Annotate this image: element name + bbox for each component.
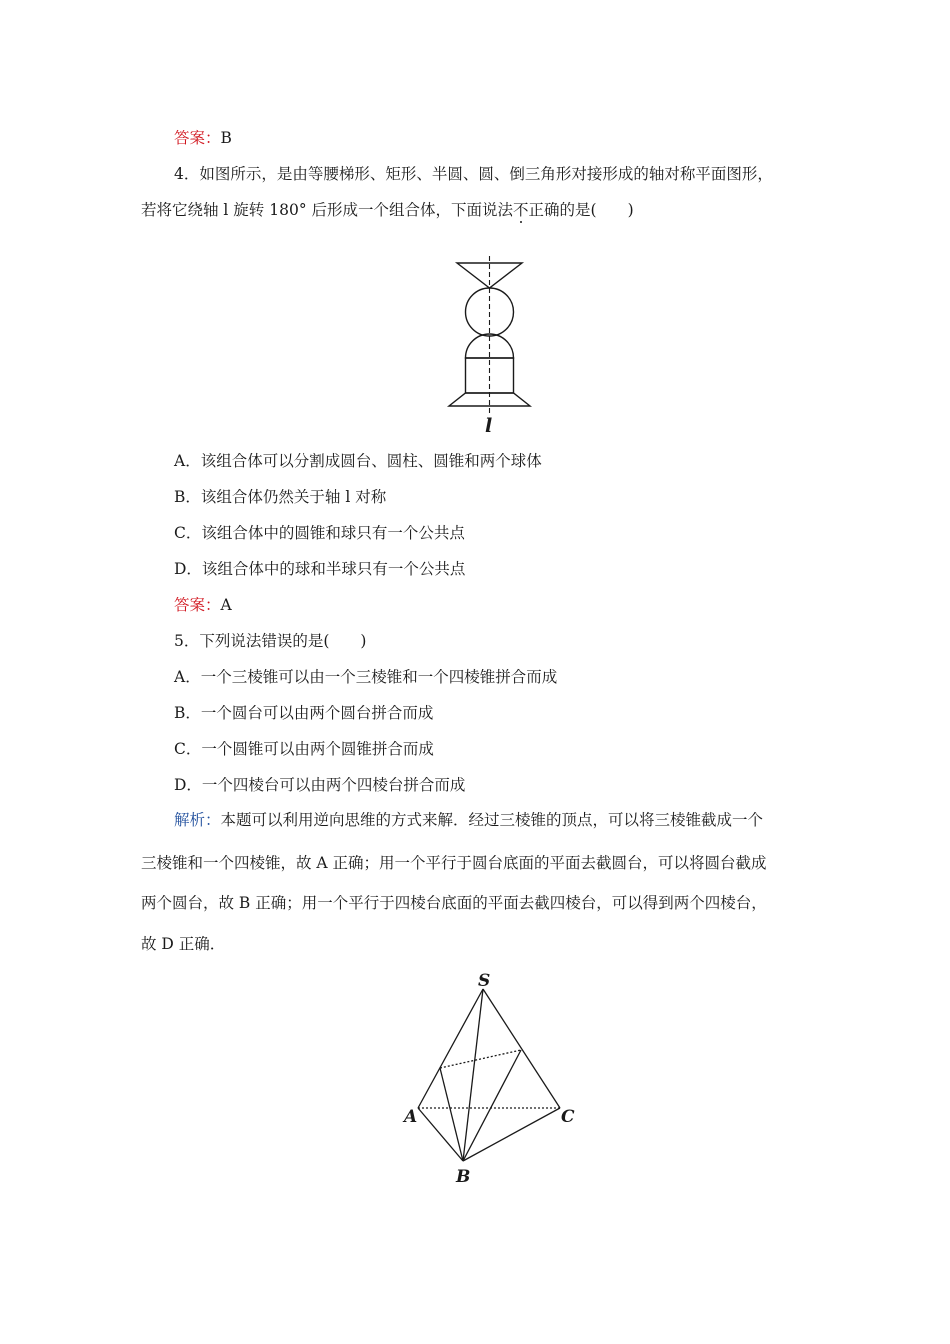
q5-option-d: D．一个四棱台可以由两个四棱台拼合而成 <box>174 776 466 794</box>
answer-line-2 <box>174 595 232 615</box>
answer-label: 答案： <box>174 596 221 614</box>
pyramid-figure <box>395 965 595 1190</box>
answer-value: A <box>220 596 232 614</box>
edge-SA <box>418 989 483 1108</box>
q4-option-b: B．该组合体仍然关于轴 l 对称 <box>174 488 387 506</box>
q4-option-a: A．该组合体可以分割成圆台、圆柱、圆锥和两个球体 <box>174 452 542 470</box>
analysis-line-2: 三棱锥和一个四棱锥，故 A 正确；用一个平行于圆台底面的平面去截圆台，可以将圆台截成 <box>141 854 767 872</box>
q5-stem: 5．下列说法错误的是( ) <box>174 632 367 650</box>
answer-label: 答案： <box>174 129 221 147</box>
q4-stem-line-2 <box>141 200 634 220</box>
vertex-label-C: C <box>561 1107 575 1127</box>
answer-value: B <box>220 129 232 147</box>
vertex-label-A: A <box>404 1107 418 1127</box>
q4-option-d: D．该组合体中的球和半球只有一个公共点 <box>174 560 466 578</box>
edge-SC <box>483 989 560 1108</box>
q4-emphasis-not: 不 <box>513 201 529 219</box>
analysis-line-1 <box>174 810 763 830</box>
q5-option-b: B．一个圆台可以由两个圆台拼合而成 <box>174 704 434 722</box>
q4-option-c: C．该组合体中的圆锥和球只有一个公共点 <box>174 524 465 542</box>
analysis-text: 本题可以利用逆向思维的方式来解．经过三棱锥的顶点，可以将三棱锥截成一个 <box>220 811 764 829</box>
q4-stem-post: 正确的是( ) <box>528 201 634 219</box>
analysis-label: 解析： <box>174 811 221 829</box>
vertex-label-B: B <box>456 1167 471 1187</box>
axis-label: l <box>485 415 493 437</box>
section-line-2 <box>463 1050 521 1161</box>
answer-line-1 <box>174 128 232 148</box>
q4-figure <box>440 254 540 438</box>
q4-stem-pre: 若将它绕轴 l 旋转 180° 后形成一个组合体，下面说法 <box>141 201 514 219</box>
q4-stem-line-1: 4．如图所示，是由等腰梯形、矩形、半圆、圆、倒三角形对接形成的轴对称平面图形， <box>174 165 773 183</box>
section-top-hidden <box>440 1050 521 1068</box>
vertex-label-S: S <box>478 971 491 991</box>
q5-option-c: C．一个圆锥可以由两个圆锥拼合而成 <box>174 740 434 758</box>
analysis-line-3: 两个圆台，故 B 正确；用一个平行于四棱台底面的平面去截四棱台，可以得到两个四棱台， <box>141 894 767 912</box>
analysis-line-4: 故 D 正确． <box>141 935 226 953</box>
edge-SB <box>463 989 483 1161</box>
q5-option-a: A．一个三棱锥可以由一个三棱锥和一个四棱锥拼合而成 <box>174 668 558 686</box>
